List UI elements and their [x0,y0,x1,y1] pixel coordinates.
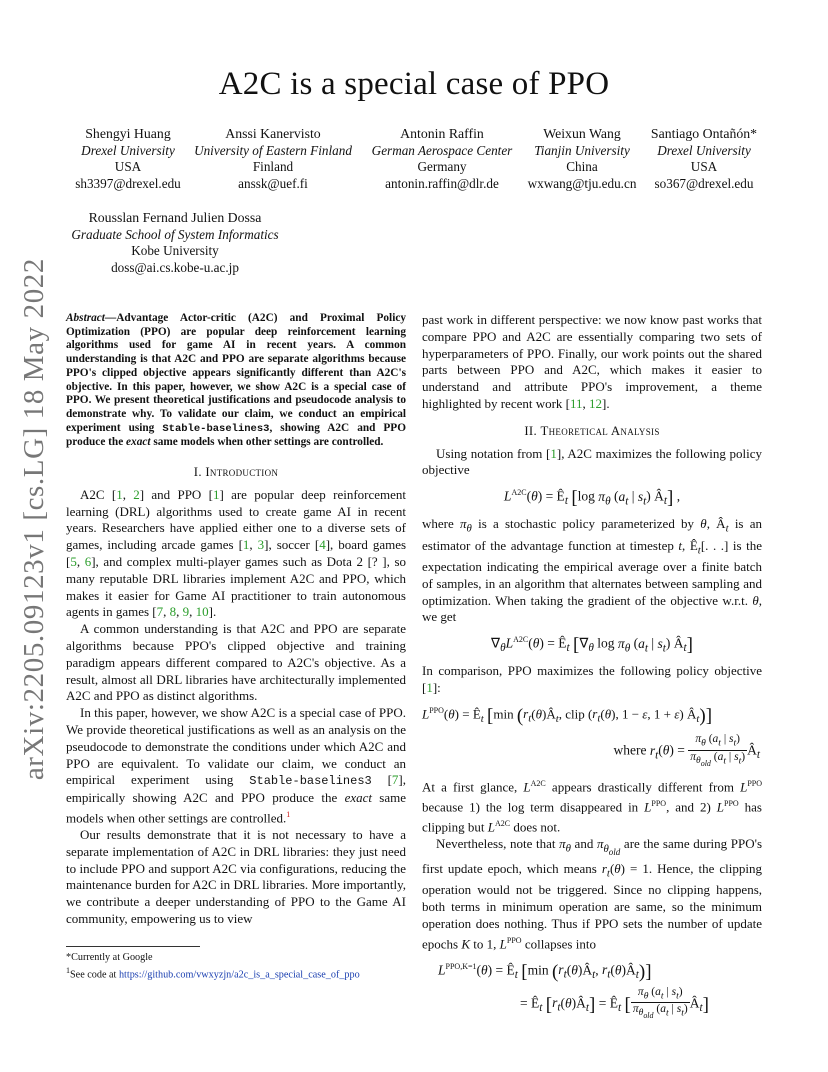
paper-title: A2C is a special case of PPO [218,66,610,102]
paragraph: where $\pi_\theta$ is a stochastic policy parameterized by θ, $Â_t$ is an estimator of the advantage function at timestep t, $Ê_t$[. . .] is the expectation indicating the empirical average over a finite batch of samples, in an algorithm that alternates between sampling and optimization. When taking the gradient of the objective w.r.t. θ, we get [422,516,763,625]
equation-ratio: where $r_t(\theta)$ = $\frac{\pi_\theta (a_t | s_t)}{\pi_{\theta_{old}} (a_t | s_t)}$ $Â_t$ [613,733,760,768]
arxiv-stamp: arXiv:2205.09123v1 [cs.LG] 18 May 2022 [17,257,50,781]
author-block: Rousslan Fernand Julien Dossa Graduate School of System Informatics Kobe University doss@ai.cs.kobe-u.ac.jp [71,210,279,276]
author-block: Weixun Wang Tianjin University China wxwang@tju.edu.cn [527,126,637,192]
equation-ppo-k1: $L^{PPO,K=1}(\theta)$ = $Ê_t$ [min ($r_t(\theta)Â_t$, $r_t(\theta)Â_t$)] [438,961,652,983]
section-heading-theory: II. Theoretical Analysis [524,423,660,438]
paragraph: In comparison, PPO maximizes the following policy objective [1]: [422,663,762,695]
abstract: Abstract—Advantage Actor-critic (A2C) and Proximal Policy Optimization (PPO) are popular deep reinforcement learning algorithms used for game AI in recent years. A common understanding is that A2C and PPO are separate algorithms because PPO's clipped objective appears significantly different than A2C's objective. In this paper, however, we show A2C is a special case of PPO. We present theoretical justifications and pseudocode analysis to demonstrate why. To validate our claim, we conduct an empirical experiment using Stable-baselines3, showing A2C and PPO produce the exact same models when other settings are controlled. [66,312,406,449]
author-block: Antonin Raffin German Aerospace Center Germany antonin.raffin@dlr.de [371,126,513,192]
paragraph: Nevertheless, note that $\pi_\theta$ and $\pi_{\theta_{old}}$ are the same during PPO's first update epoch, which means $r_t(\theta) = 1$. Hence, the clipping operation would not be triggered. Since no clipping happens, both terms in minimum operation are same, so the minimum operation does nothing. Thus if PPO sets the number of update epochs K to 1, $L^{PPO}$ collapses into [422,836,763,951]
author-block: Santiago Ontañón* Drexel University USA so367@drexel.edu [650,126,758,192]
paragraph: A common understanding is that A2C and PPO are separate algorithms because PPO's clipped objective and training paradigm appears different compared to A2C's objective. As a result, almost all DRL libraries have architecturally implemented A2C and PPO as distinct algorithms. [66,621,406,704]
paragraph: past work in different perspective: we now know past works that compare PPO and A2C are essentially comparing two sets of hyperparameters of PPO. Finally, our work points out the shared parts between PPO and A2C, which makes it easier to understand and attribute PPO's improvement, a theme highlighted by recent work [11, 12]. [422,312,762,411]
author-block: Anssi Kanervisto University of Eastern Finland Finland anssk@uef.fi [194,126,352,192]
author-block: Shengyi Huang Drexel University USA sh3397@drexel.edu [75,126,181,192]
equation-a2c-gradient: $\nabla_\theta L^{A2C}(\theta)$ = $Ê_t$ [$\nabla_\theta$ $\log \pi_\theta$ ($a_t$ | $s_t$) $Â_t$] [491,634,693,656]
equation-ppo-k1-simplified: = $Ê_t$ $[r_t(\theta)Â_t]$ = $Ê_t$ [ $\frac{\pi_\theta (a_t | s_t)}{\pi_{\theta_{old}} (a_t | s_t)}$ $Â_t$] [520,985,709,1021]
paragraph: At a first glance, $L^{A2C}$ appears drastically different from $L^{PPO}$ because 1) the log term disappeared in $L^{PPO}$, and 2) $L^{PPO}$ has clipping but $L^{A2C}$ does not. [422,778,763,835]
equation-a2c-objective: $L^{A2C}(\theta)$ = $Ê_t$ [log $\pi_\theta$ ($a_t$ | $s_t$) $Â_t$] , [503,487,681,509]
paragraph: Using notation from [1], A2C maximizes the following policy objective [422,445,763,478]
code-link[interactable]: https://github.com/vwxyzjn/a2c_is_a_special_case_of_ppo [118,969,360,981]
paragraph: Our results demonstrate that it is not necessary to have a separate implementation of A2C in DRL libraries: they just need to include PPO and support A2C via configurations, reducing the maintenance burden for A2C in DRL libraries. More importantly, we contribute a deeper understanding of PPO to the Game AI community, empowering us to view [66,827,406,927]
paragraph: In this paper, however, we show A2C is a special case of PPO. We provide theoretical justifications as well as an analysis on the pseudocode to demonstrate the conditions under which A2C and PPO are equivalent. To validate our claim, we conduct an empirical experiment using Stable-baselines3 [7], empirically showing A2C and PPO produce the exact same models when other settings are controlled.$^1$ [66,705,406,826]
paragraph: A2C [1, 2] and PPO [1] are popular deep reinforcement learning (DRL) algorithms used to create game AI in recent years. Researchers have applied either one to a diverse sets of games, including arcade games [1, 3], soccer [4], board games [5, 6], and complex multi-player games such as Dota 2 [? ], so many reputable DRL libraries implement A2C and PPO, which makes it easier for Game AI practitioner to train autonomous agents in games [7, 8, 9, 10]. [66,486,407,620]
footnotes: *Currently at Google $^1$See code at https://github.com/vwxyzjn/a2c_is_a_special_case_of_ppo [66,946,406,981]
section-heading-introduction: I. Introduction [193,465,279,480]
equation-ppo-objective: $L^{PPO}(\theta)$ = $Ê_t$ [min ($r_t(\theta)Â_t$, clip ($r_t(\theta)$, 1 − ε, 1 + ε) $Â_t$)] [422,705,713,727]
left-column [66,312,406,928]
right-column [422,312,762,1028]
